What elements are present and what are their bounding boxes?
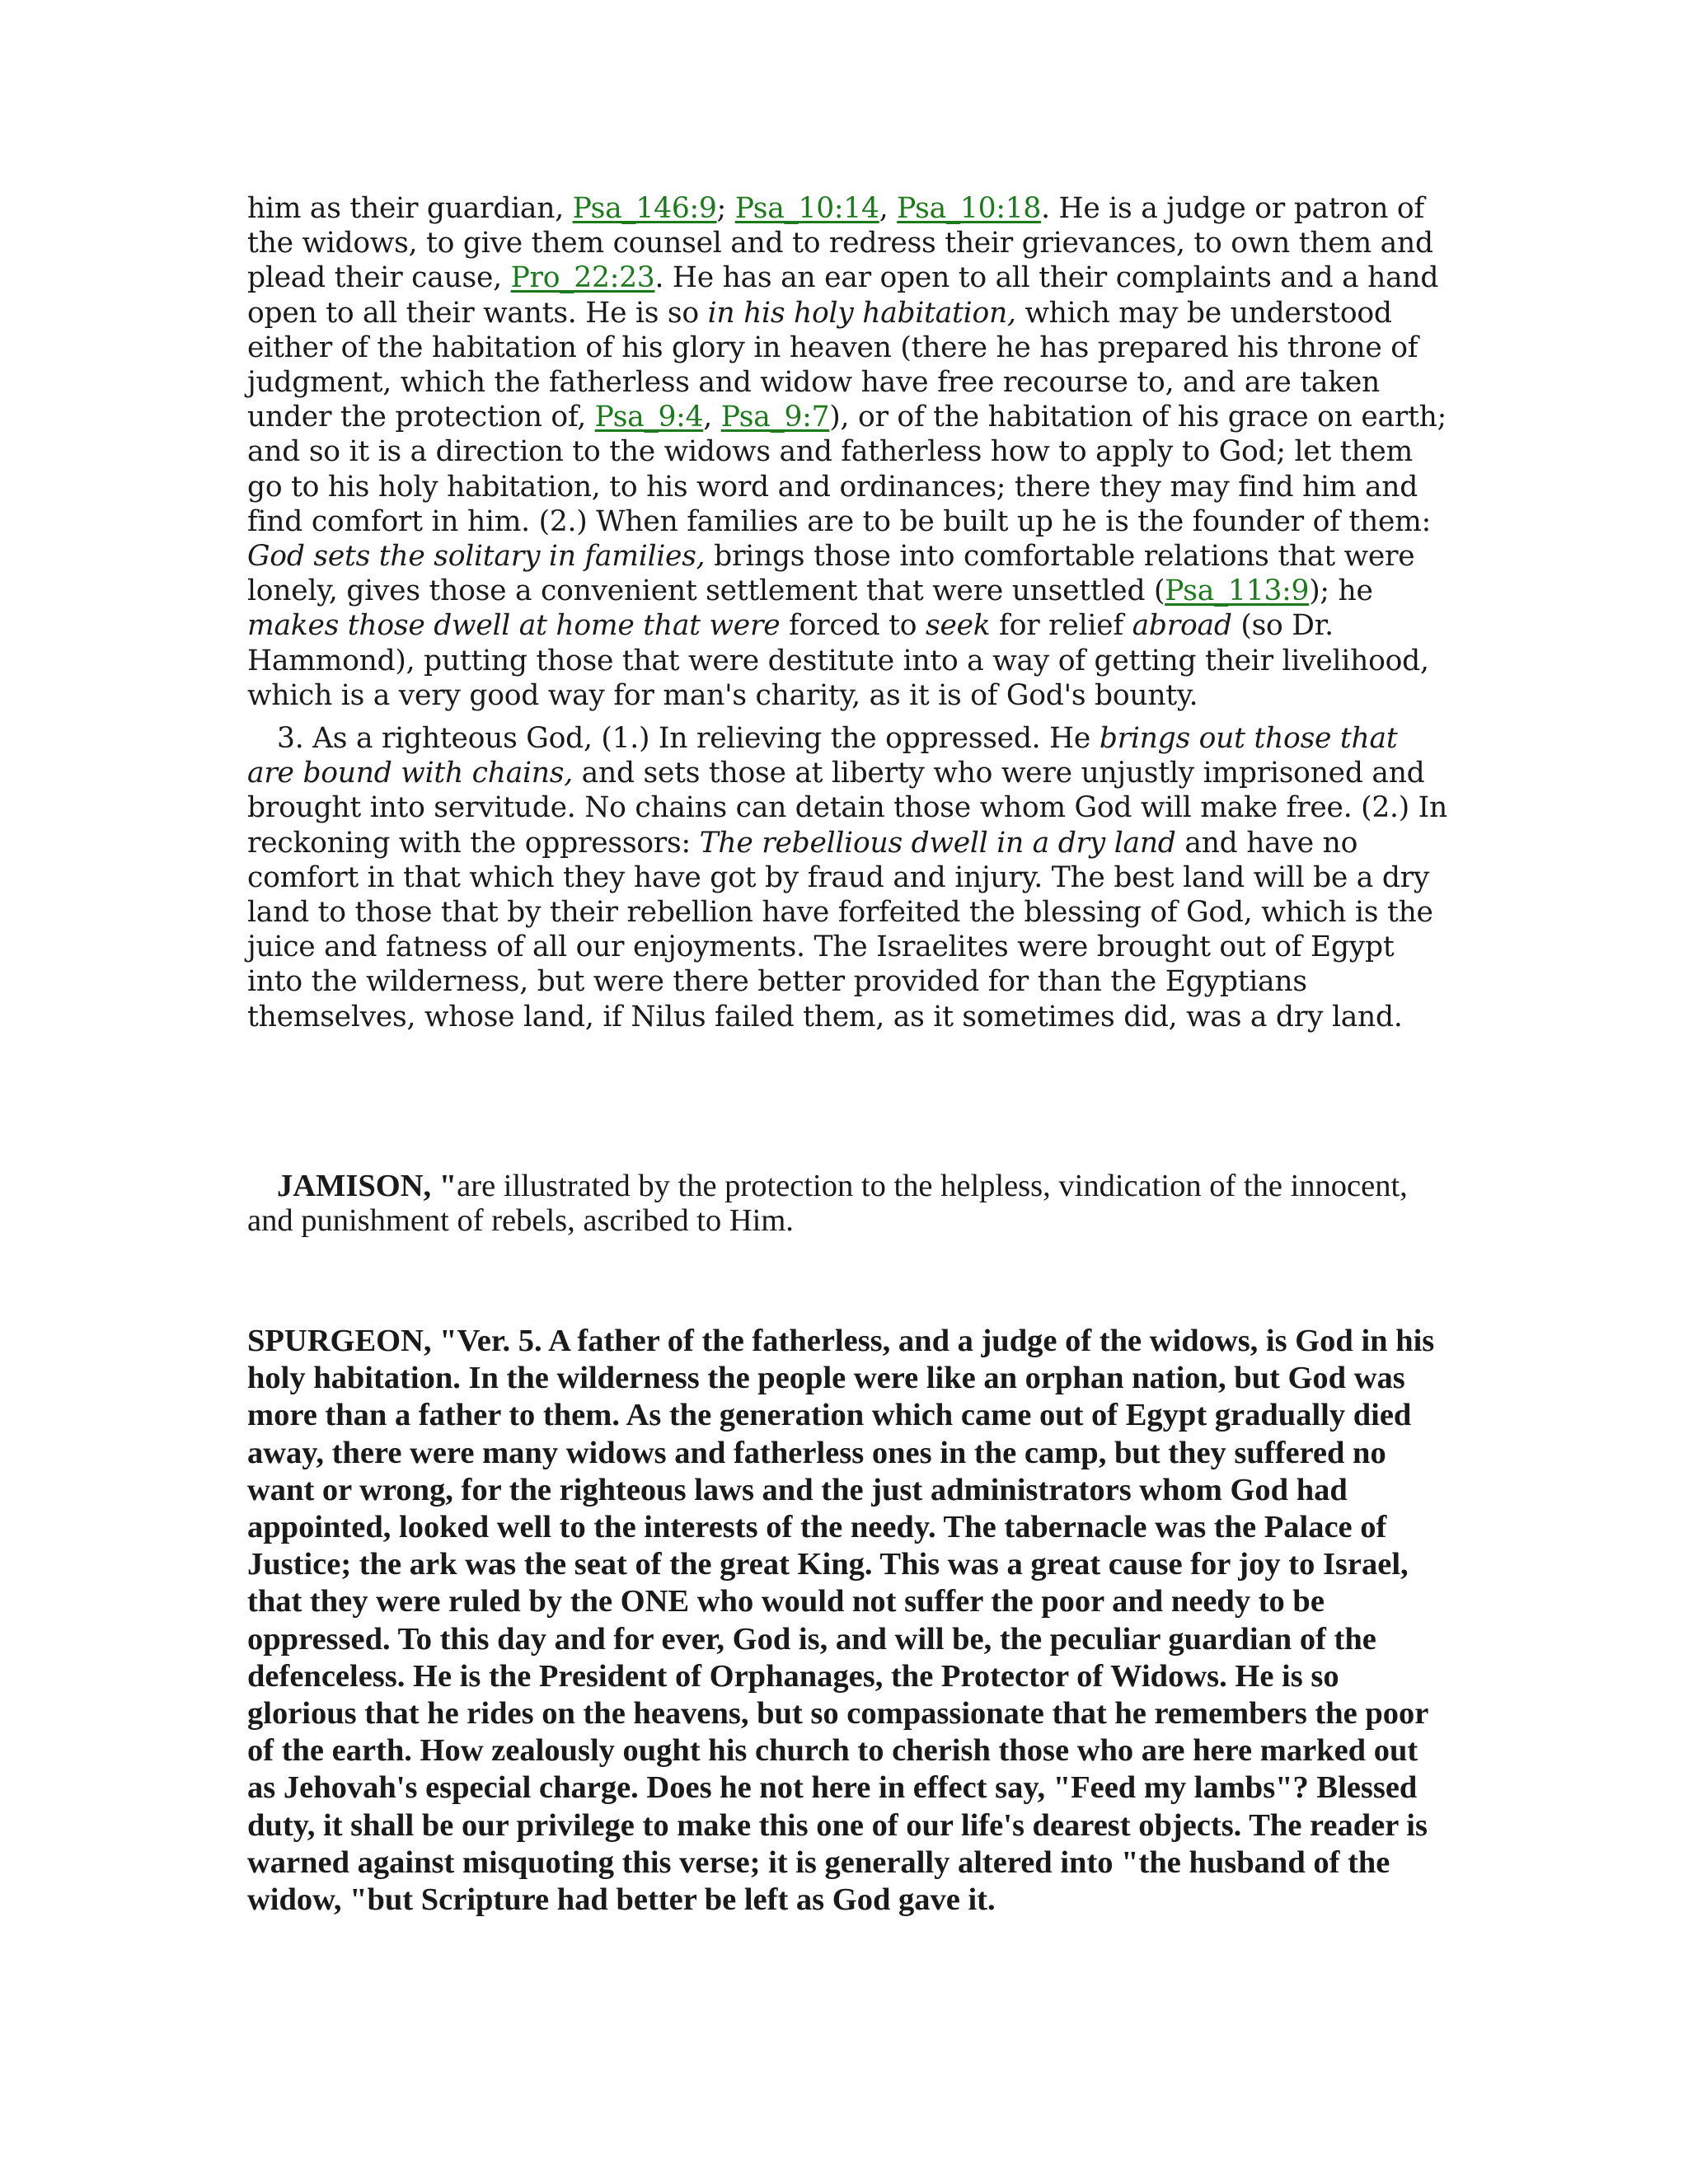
text-run: ,: [703, 401, 721, 434]
jamison-label: JAMISON, ": [277, 1169, 457, 1203]
scripture-link-psa-10-14[interactable]: Psa_10:14: [734, 192, 879, 225]
text-run: ), or of the habitation of his grace on earth; and so it is a direction to the widows and fatherless how to apply to God; let them go to his holy habitation, to his word and ordinances; there they may find him and find comfort in him. (2.) When families are to be built up he is the founder of them:: [247, 401, 1447, 538]
italic-phrase: in his holy habitation,: [707, 296, 1016, 330]
jamison-text: are illustrated by the protection to the helpless, vindication of the innocent, and punishment of rebels, ascribed to Him.: [247, 1169, 1408, 1238]
text-run: ); he: [1309, 574, 1373, 608]
italic-phrase: brings out those that are bound with chains,: [247, 722, 1398, 790]
text-run: and have no comfort in that which they have got by fraud and injury. The best land will be a dry land to those that by their rebellion have forfeited the blessing of God, which is the juice and fatness of all our enjoyments. The Israelites were brought out of Egypt into the wilderness, but were there better provided for than the Egyptians themselves, whose land, if Nilus failed them, as it sometimes did, was a dry land.: [247, 826, 1433, 1033]
jamison-commentary: [247, 1169, 1451, 1238]
jamison-paragraph: [247, 1169, 1451, 1238]
henry-commentary: [247, 191, 1451, 1034]
text-run: brings those into comfortable relations that were lonely, gives those a convenient settlement that were unsettled (: [247, 540, 1415, 608]
scripture-link-psa-113-9[interactable]: Psa_113:9: [1165, 574, 1310, 608]
text-run: . He is a judge or patron of the widows, to give them counsel and to redress their grievances, to own them and plead their cause,: [247, 192, 1433, 295]
italic-phrase: abroad: [1132, 609, 1232, 643]
scripture-link-psa-10-18[interactable]: Psa_10:18: [897, 192, 1042, 225]
text-run: ;: [716, 192, 735, 225]
text-run: (so Dr. Hammond), putting those that were destitute into a way of getting their livelihood, which is a very good way for man's charity, as it is of God's bounty.: [247, 609, 1429, 712]
text-run: him as their guardian,: [247, 192, 573, 225]
text-run: for relief: [990, 609, 1132, 643]
henry-paragraph-1: [247, 191, 1451, 713]
scripture-link-psa-9-7[interactable]: Psa_9:7: [720, 401, 830, 434]
text-run: which may be understood either of the habitation of his glory in heaven (there he has prepared his throne of judgment, which the fatherless and widow have free recourse to, and are taken under the protection of,: [247, 296, 1418, 434]
text-run: 3. As a righteous God, (1.) In relieving the oppressed. He: [277, 722, 1100, 756]
text-run: and sets those at liberty who were unjustly imprisoned and brought into servitude. No chains can detain those whom God will make free. (2.) In reckoning with the oppressors:: [247, 757, 1448, 860]
italic-phrase: seek: [926, 609, 991, 643]
scripture-link-psa-146-9[interactable]: Psa_146:9: [572, 192, 717, 225]
spurgeon-commentary: [247, 1323, 1451, 1919]
italic-phrase: The rebellious dwell in a dry land: [699, 826, 1176, 860]
spurgeon-paragraph: SPURGEON, "Ver. 5. A father of the fatherless, and a judge of the widows, is God in his holy habitation. In the wilderness the people were like an orphan nation, but God was more than a father to them. As the generation which came out of Egypt gradually died away, there were many widows and fatherless ones in the camp, but they suffered no want or wrong, for the righteous laws and the just administrators whom God had appointed, looked well to the interests of the needy. The tabernacle was the Palace of Justice; the ark was the seat of the great King. This was a great cause for joy to Israel, that they were ruled by the ONE who would not suffer the poor and needy to be oppressed. To this day and for ever, God is, and will be, the peculiar guardian of the defenceless. He is the President of Orphanages, the Protector of Widows. He is so glorious that he rides on the heavens, but so compassionate that he remembers the poor of the earth. How zealously ought his church to cherish those who are here marked out as Jehovah's especial charge. Does he not here in effect say, "Feed my lambs"? Blessed duty, it shall be our privilege to make this one of our life's dearest objects. The reader is warned against misquoting this verse; it is generally altered into "the husband of the widow, "but Scripture had better be left as God gave it.: [247, 1324, 1435, 1918]
scripture-link-psa-9-4[interactable]: Psa_9:4: [594, 401, 704, 434]
italic-phrase: God sets the solitary in families,: [247, 540, 706, 574]
scripture-link-pro-22-23[interactable]: Pro_22:23: [510, 261, 655, 295]
text-run: . He has an ear open to all their complaints and a hand open to all their wants. He is so: [247, 261, 1439, 330]
text-run: ,: [879, 192, 898, 225]
text-run: forced to: [780, 609, 926, 643]
henry-paragraph-2: [247, 721, 1451, 1034]
italic-phrase: makes those dwell at home that were: [247, 609, 781, 643]
